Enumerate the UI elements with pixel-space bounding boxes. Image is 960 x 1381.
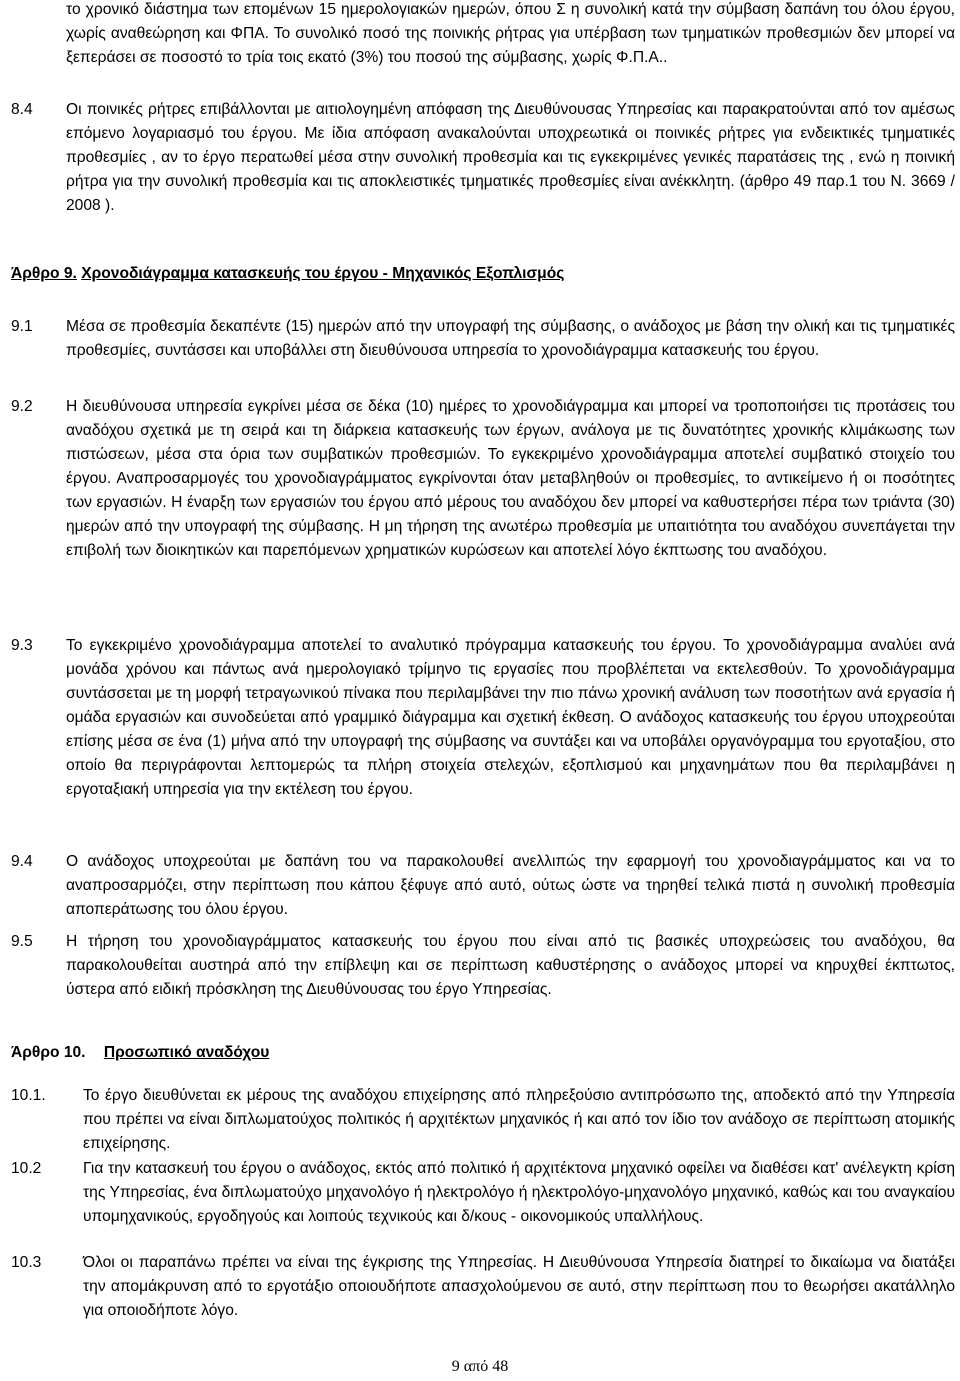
- clause-10-1: [11, 1084, 955, 1156]
- article-10-title: Προσωπικό αναδόχου: [103, 1044, 270, 1061]
- clause-text: Οι ποινικές ρήτρες επιβάλλονται με αιτιολογημένη απόφαση της Διευθύνουσας Υπηρεσίας και παρακρατούνται από τον αμέσως επόμενο λογαριασμό του έργου. Με ίδια απόφαση ανακαλούνται υποχρεωτικά οι ποινικές ρήτρες για ενδεικτικές τμηματικές προθεσμίες , αν το έργο περατωθεί μέσα στην συνολική προθεσμία και τις εγκεκριμένες γενικές παρατάσεις της , ενώ η ποινική ρήτρα για την συνολική προθεσμία και τις αποκλειστικές τμηματικές προθεσμίες είναι ανέκκλητη. (άρθρο 49 παρ.1 του Ν. 3669 / 2008 ).: [66, 101, 955, 214]
- clause-9-3: [11, 634, 955, 802]
- clause-number: 9.4: [11, 853, 33, 870]
- clause-number: 10.2: [11, 1160, 42, 1177]
- clause-text: Το έργο διευθύνεται εκ μέρους της αναδόχου επιχείρησης από πληρεξούσιο αντιπρόσωπο της, αποδεκτό από την Υπηρεσία που πρέπει να είναι διπλωματούχος πολιτικός ή αρχιτέκτων μηχανικός ή και από τον ίδιο τον ανάδοχο σε περίπτωση ατομικής επιχείρησης.: [83, 1087, 955, 1152]
- article-10-label: Άρθρο 10.: [11, 1044, 86, 1061]
- article-10-heading: [11, 1041, 269, 1065]
- clause-9-2: [11, 395, 955, 563]
- clause-number: 10.1.: [11, 1087, 46, 1104]
- clause-9-4: [11, 850, 955, 922]
- clause-text: Ο ανάδοχος υποχρεούται με δαπάνη του να παρακολουθεί ανελλιπώς την εφαρμογή του χρονοδιαγράμματος και να το αναπροσαρμόζει, στην περίπτωση που κάπου ξέφυγε από αυτό, ούτως ώστε να τηρηθεί τελικά πιστά η συνολική προθεσμία αποπεράτωσης του όλου έργου.: [66, 853, 955, 918]
- intro-paragraph: το χρονικό διάστημα των επομένων 15 ημερολογιακών ημερών, όπου Σ η συνολική κατά την σύμβαση δαπάνη του όλου έργου, χωρίς αναθεώρηση και ΦΠΑ. Το συνολικό ποσό της ποινικής ρήτρας για υπέρβαση των τμηματικών προθεσμιών δεν μπορεί να ξεπεράσει σε ποσοστό το τρία τοις εκατό (3%) του ποσού της σύμβασης, χωρίς Φ.Π.Α..: [66, 1, 955, 66]
- clause-number: 9.3: [11, 637, 33, 654]
- clause-text: Μέσα σε προθεσμία δεκαπέντε (15) ημερών από την υπογραφή της σύμβασης, ο ανάδοχος με βάση την ολική και τις τμηματικές προθεσμίες, συντάσσει και υποβάλλει στη διευθύνουσα υπηρεσία το χρονοδιάγραμμα κατασκευής του έργου.: [66, 318, 955, 359]
- clause-10-3: [11, 1251, 955, 1323]
- clause-text: Η τήρηση του χρονοδιαγράμματος κατασκευής του έργου που είναι από τις βασικές υποχρεώσεις του αναδόχου, θα παρακολουθείται αυστηρά από την επίβλεψη και σε περίπτωση καθυστέρησης ο ανάδοχος μπορεί να κηρυχθεί έκπτωτος, ύστερα από ειδική πρόσκληση της Διευθύνουσας του έργο Υπηρεσίας.: [66, 933, 955, 998]
- clause-10-2: [11, 1157, 955, 1229]
- clause-9-1: [11, 315, 955, 363]
- article-9-label: Άρθρο 9.: [11, 265, 77, 282]
- clause-8-4: [11, 98, 955, 218]
- clause-number: 8.4: [11, 101, 33, 118]
- clause-number: 9.1: [11, 318, 33, 335]
- article-9-title: Χρονοδιάγραμμα κατασκευής του έργου - Μηχανικός Εξοπλισμός: [81, 265, 565, 282]
- clause-text: Η διευθύνουσα υπηρεσία εγκρίνει μέσα σε δέκα (10) ημέρες το χρονοδιάγραμμα και μπορεί να τροποποιήσει τις προτάσεις του αναδόχου σχετικά με τη σειρά και τη διάρκεια κατασκευής των έργων, ανάλογα με τις δυνατότητες χρονικής κλιμάκωσης των πιστώσεων, μέσα στα όρια των συμβατικών προθεσμιών. Το εγκεκριμένο χρονοδιάγραμμα αποτελεί συμβατικό στοιχείο του έργου. Αναπροσαρμογές του χρονοδιαγράμματος εγκρίνονται όταν μεταβληθούν οι προθεσμίες, το αντικείμενο ή οι ποσότητες των εργασιών. Η έναρξη των εργασιών του έργου από μέρους του αναδόχου δεν μπορεί να καθυστερήσει πέρα των τριάντα (30) ημερών από την υπογραφή της σύμβασης. Η μη τήρηση της ανωτέρω προθεσμία με υπαιτιότητα του αναδόχου συνεπάγεται την επιβολή των διοικητικών και παρεπόμενων χρηματικών κυρώσεων και αποτελεί λόγο έκπτωσης του αναδόχου.: [66, 398, 955, 559]
- clause-9-5: [11, 930, 955, 1002]
- page-number: 9 από 48: [451, 1358, 509, 1375]
- article-9-heading: [11, 262, 564, 286]
- clause-number: 9.5: [11, 933, 33, 950]
- clause-number: 10.3: [11, 1254, 42, 1271]
- clause-text: Όλοι οι παραπάνω πρέπει να είναι της έγκρισης της Υπηρεσίας. Η Διευθύνουσα Υπηρεσία διατηρεί το δικαίωμα να διατάξει την απομάκρυνση από το εργοτάξιο οποιουδήποτε απασχολούμενου σε αυτό, στην περίπτωση που το θεωρήσει ακατάλληλο για οποιοδήποτε λόγο.: [83, 1254, 955, 1319]
- clause-text: Το εγκεκριμένο χρονοδιάγραμμα αποτελεί το αναλυτικό πρόγραμμα κατασκευής του έργου. Το χρονοδιάγραμμα αναλύει ανά μονάδα χρόνου και πάντως ανά ημερολογιακό τρίμηνο τις εργασίες που προβλέπεται να εκτελεσθούν. Το χρονοδιάγραμμα συντάσσεται με τη μορφή τετραγωνικού πίνακα που περιλαμβάνει την πιο πάνω χρονική ανάλυση των ποσοτήτων ανά εργασία ή ομάδα εργασιών και συνοδεύεται από γραμμικό διάγραμμα και σχετική έκθεση. Ο ανάδοχος κατασκευής του έργου υποχρεούται επίσης μέσα σε ένα (1) μήνα από την υπογραφή της σύμβασης να συντάξει και να υποβάλει οργανόγραμμα του εργοταξίου, στο οποίο θα περιγράφονται λεπτομερώς τα πλήρη στοιχεία στελεχών, εξοπλισμού και μηχανημάτων που θα περιλαμβάνει η εργοταξιακή υπηρεσία για την εκτέλεση του έργου.: [66, 637, 955, 798]
- clause-number: 9.2: [11, 398, 33, 415]
- clause-text: Για την κατασκευή του έργου ο ανάδοχος, εκτός από πολιτικό ή αρχιτέκτονα μηχανικό οφείλει να διαθέσει κατ' ανέλεγκτη κρίση της Υπηρεσίας, ένα διπλωματούχο μηχανολόγο ή ηλεκτρολόγο ή ηλεκτρολόγο-μηχανολόγο μηχανικό, καθώς και του αναγκαίου υπομηχανικούς, εργοδηγούς και λοιπούς τεχνικούς και δ/κους - οικονομικούς υπαλλήλους.: [83, 1160, 955, 1225]
